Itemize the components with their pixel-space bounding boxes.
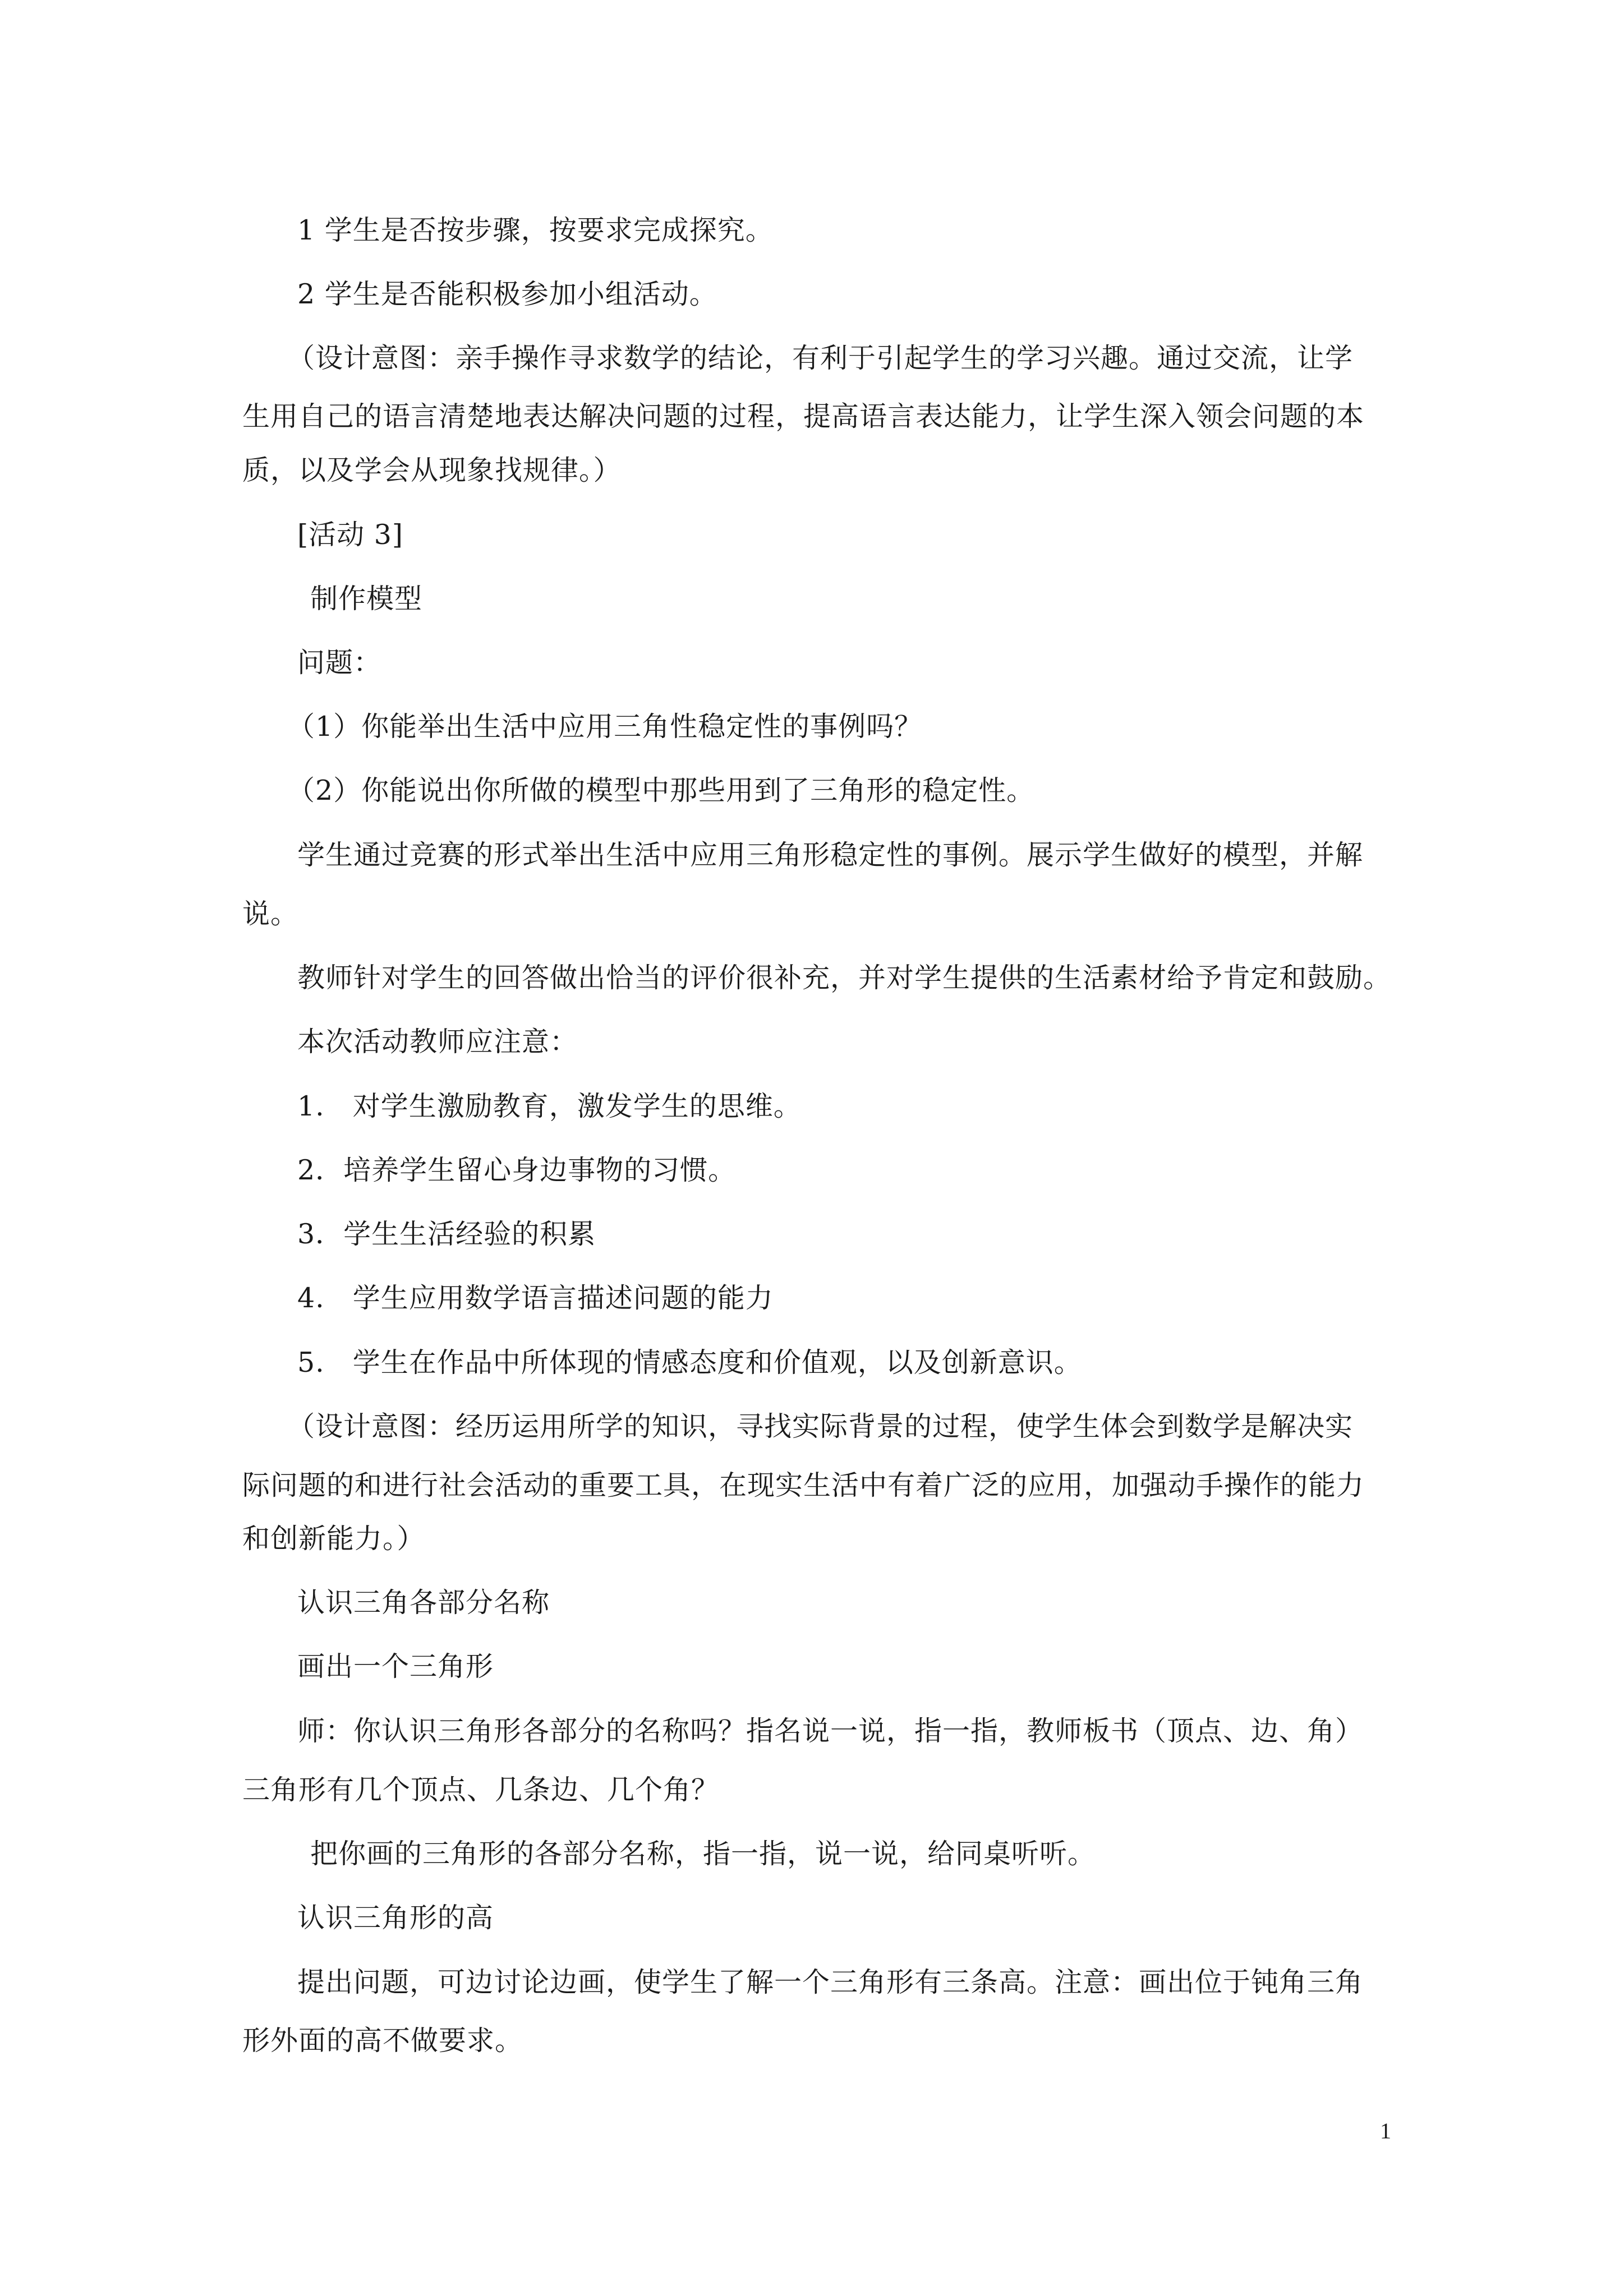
list-item: 4. 学生应用数学语言描述问题的能力 (297, 1282, 774, 1314)
list-item: 3．学生生活经验的积累 (297, 1218, 596, 1250)
list-item: 5. 学生在作品中所体现的情感态度和价值观，以及创新意识。 (297, 1347, 1082, 1378)
text-line: 质，以及学会从现象找规律。） (242, 454, 622, 486)
question-item: （2）你能说出你所做的模型中那些用到了三角形的稳定性。 (287, 774, 1035, 806)
text-line: （设计意图：经历运用所学的知识，寻找实际背景的过程，使学生体会到数学是解决实 (287, 1410, 1354, 1442)
text-line: 问题： (297, 647, 382, 679)
text-line: 1 学生是否按步骤，按要求完成探究。 (297, 214, 774, 246)
subheading: 制作模型 (310, 583, 423, 615)
text-line: （设计意图：亲手操作寻求数学的结论，有利于引起学生的学习兴趣。通过交流，让学 (287, 342, 1354, 374)
subheading: 认识三角各部分名称 (297, 1587, 550, 1619)
text-line: 教师针对学生的回答做出恰当的评价很补充，并对学生提供的生活素材给予肯定和鼓励。 (297, 962, 1392, 994)
text-line: 说。 (242, 898, 299, 930)
page-number: 1 (1380, 2118, 1391, 2143)
text-line: 提出问题，可边讨论边画，使学生了解一个三角形有三条高。注意：画出位于钝角三角 (297, 1966, 1364, 1998)
question-item: （1）你能举出生活中应用三角性稳定性的事例吗？ (287, 711, 923, 743)
list-item: 2．培养学生留心身边事物的习惯。 (297, 1154, 737, 1186)
text-line: 际问题的和进行社会活动的重要工具，在现实生活中有着广泛的应用，加强动手操作的能力 (242, 1469, 1365, 1501)
text-line: 学生通过竞赛的形式举出生活中应用三角形稳定性的事例。展示学生做好的模型，并解 (297, 839, 1364, 871)
text-line: 2 学生是否能积极参加小组活动。 (297, 278, 717, 310)
text-line: 三角形有几个顶点、几条边、几个角？ (242, 1774, 720, 1806)
subheading: 认识三角形的高 (297, 1902, 494, 1934)
text-line: 生用自己的语言清楚地表达解决问题的过程，提高语言表达能力，让学生深入领会问题的本 (242, 400, 1365, 432)
text-line: 画出一个三角形 (297, 1650, 494, 1682)
text-line: 把你画的三角形的各部分名称，指一指，说一说，给同桌听听。 (310, 1838, 1096, 1870)
text-line: 本次活动教师应注意： (297, 1026, 578, 1058)
text-line: 形外面的高不做要求。 (242, 2025, 523, 2057)
text-line: 师：你认识三角形各部分的名称吗？指名说一说，指一指，教师板书（顶点、边、角） (297, 1715, 1364, 1747)
section-heading: [活动 3] (297, 519, 403, 551)
text-line: 和创新能力。） (242, 1523, 425, 1555)
list-item: 1. 对学生激励教育，激发学生的思维。 (297, 1090, 802, 1122)
